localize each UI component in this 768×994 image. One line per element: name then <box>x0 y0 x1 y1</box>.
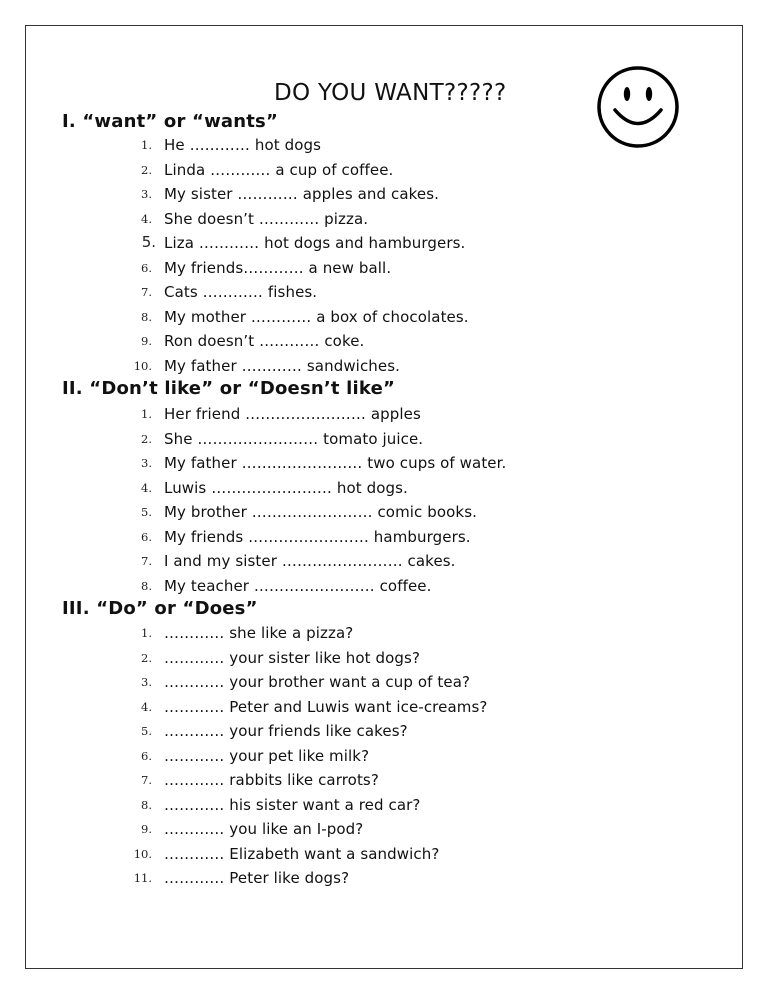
section-heading-2: II. “Don’t like” or “Doesn’t like” <box>62 378 396 399</box>
worksheet-title: DO YOU WANT????? <box>274 80 507 106</box>
section-heading-1: I. “want” or “wants” <box>62 111 279 132</box>
section-heading-3: III. “Do” or “Does” <box>62 598 258 619</box>
smiley-face-icon <box>596 65 680 149</box>
